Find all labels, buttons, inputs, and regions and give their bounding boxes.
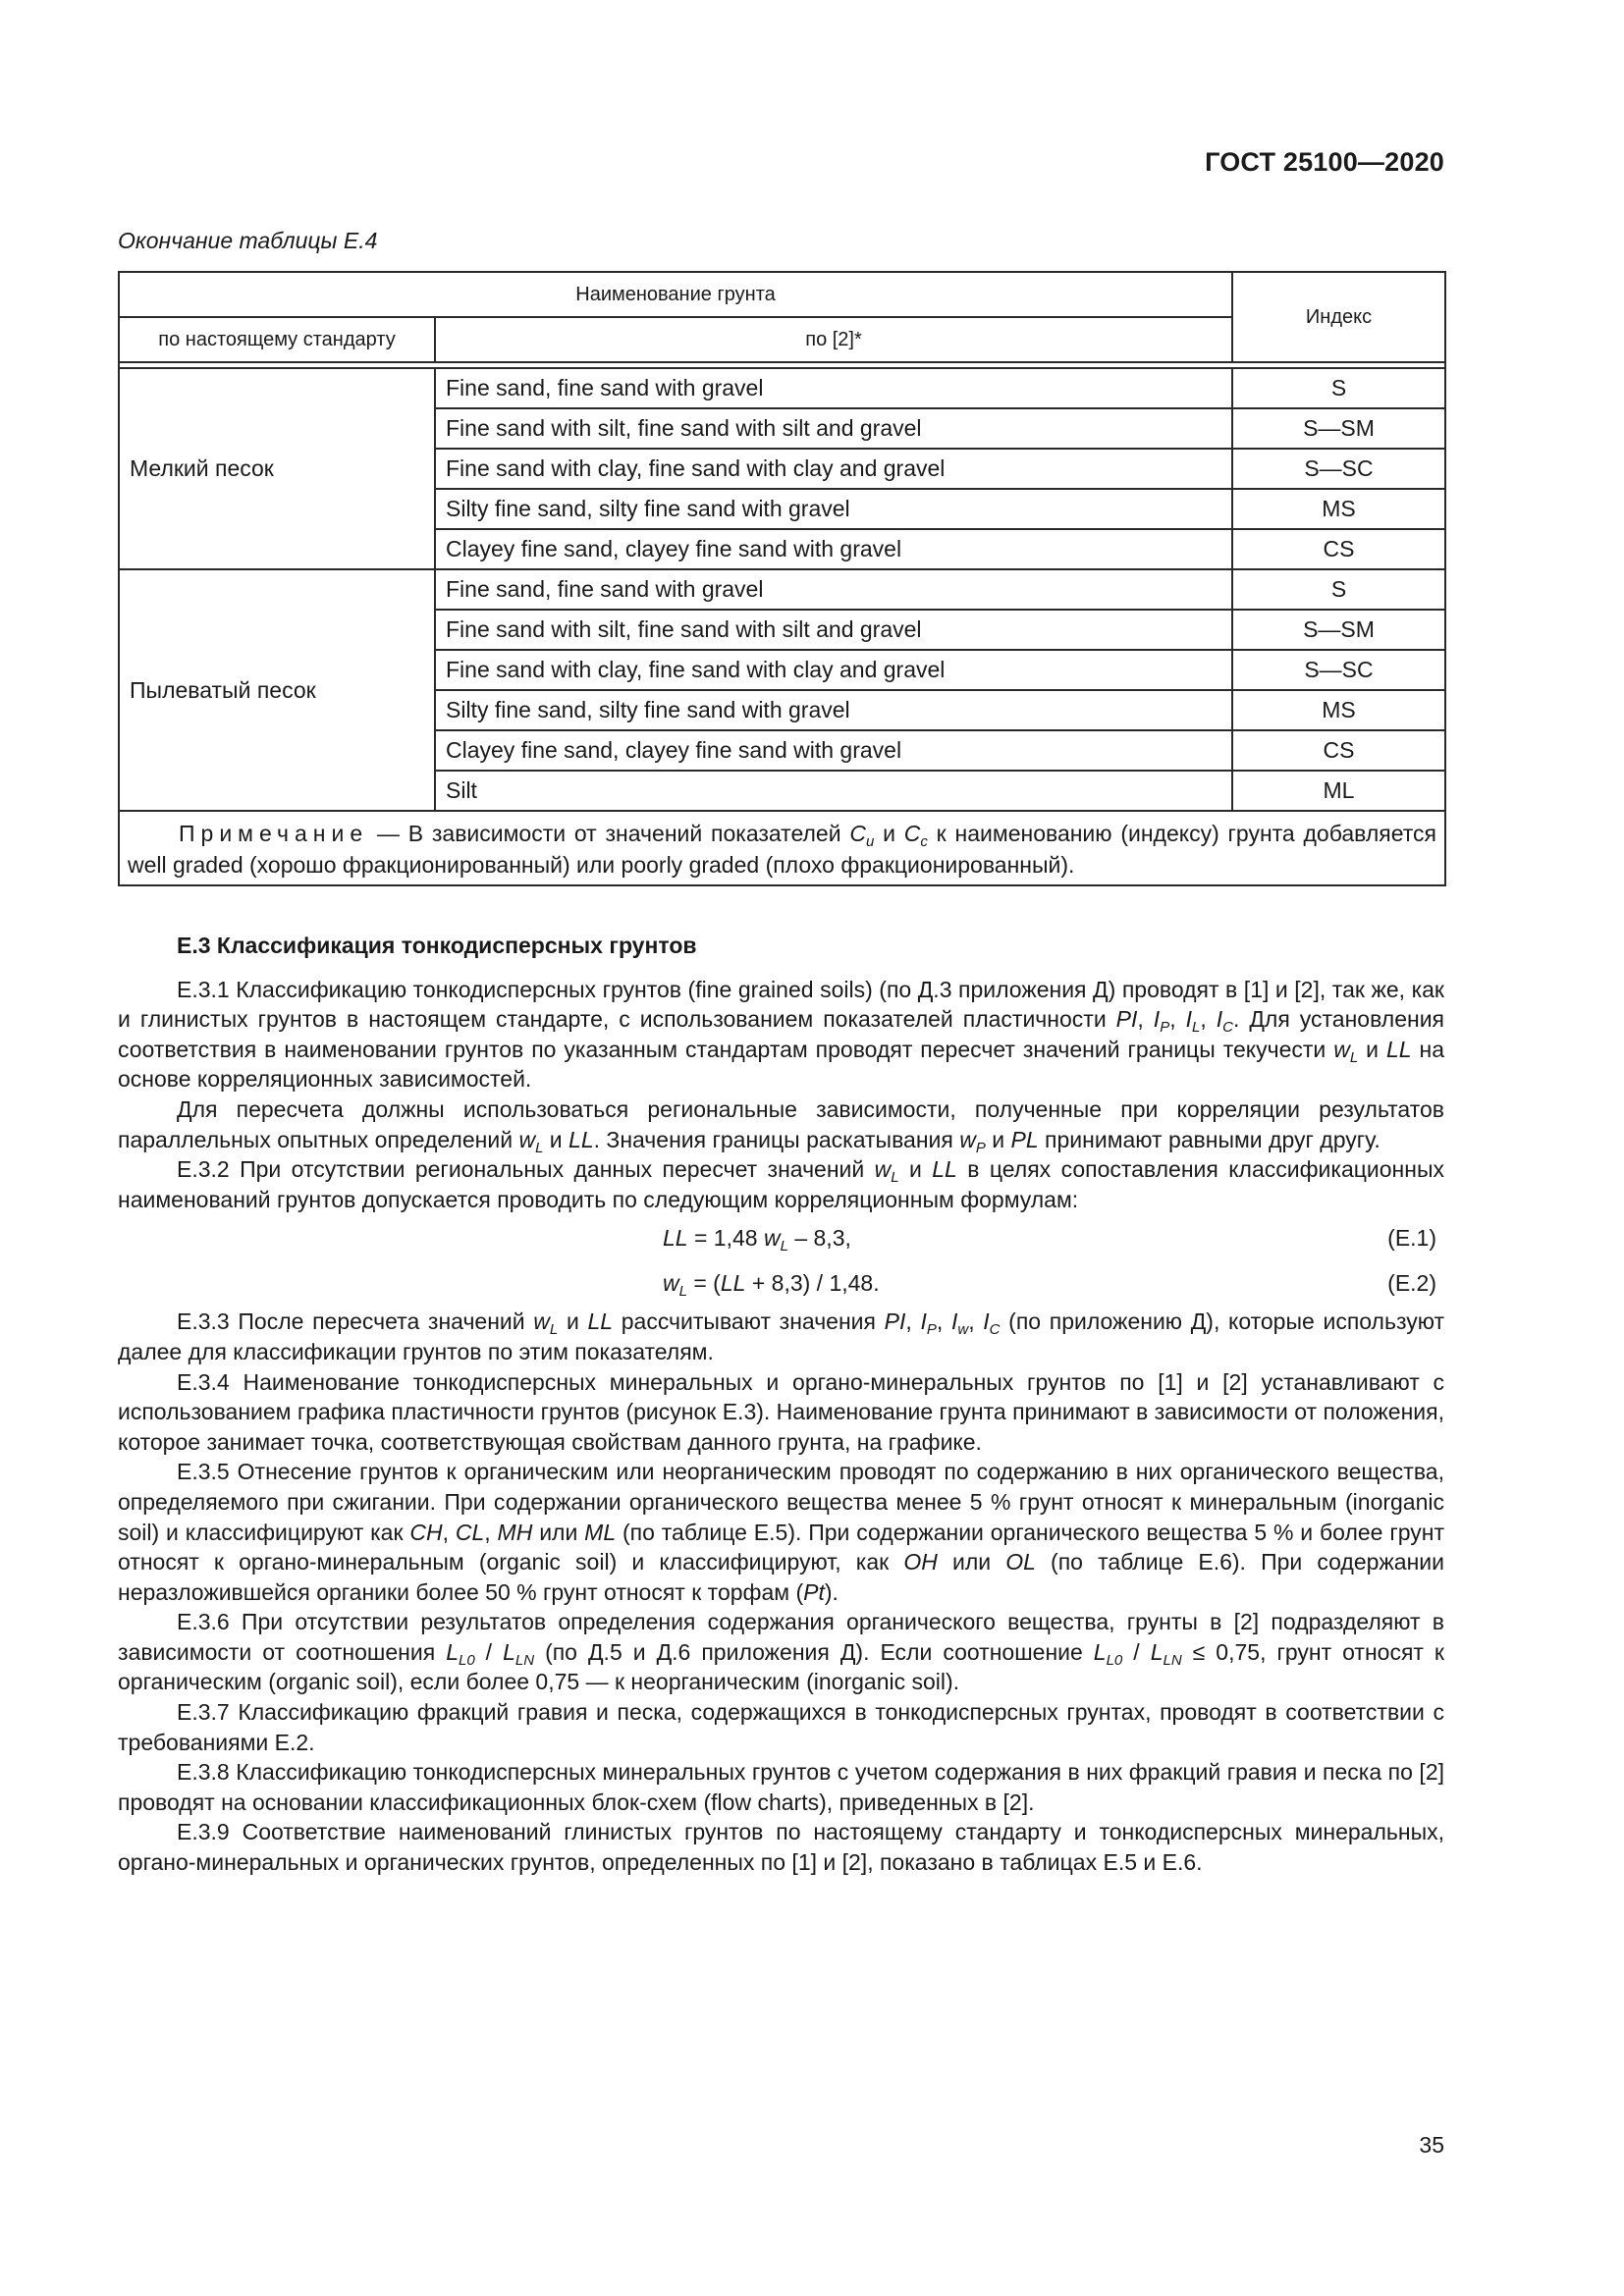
soil-index: S <box>1232 368 1445 408</box>
soil-ref-name: Clayey fine sand, clayey fine sand with gravel <box>435 529 1232 569</box>
soil-ref-name: Silt <box>435 771 1232 811</box>
table-row <box>119 368 1445 408</box>
note-symbol: C <box>849 821 866 846</box>
soil-classification-table <box>118 271 1446 886</box>
table-caption: Окончание таблицы Е.4 <box>118 228 378 253</box>
soil-index: S—SC <box>1232 449 1445 489</box>
table-row <box>119 569 1445 610</box>
soil-ref-name: Fine sand with silt, fine sand with silt and gravel <box>435 610 1232 650</box>
header-reference: по [2]* <box>435 317 1232 362</box>
soil-group-name: Мелкий песок <box>119 368 435 569</box>
table-note <box>119 811 1445 885</box>
document-code: ГОСТ 25100—2020 <box>1205 147 1444 177</box>
soil-ref-name: Fine sand, fine sand with gravel <box>435 368 1232 408</box>
note-symbol-sub: u <box>865 833 875 850</box>
soil-ref-name: Fine sand with clay, fine sand with clay and gravel <box>435 650 1232 690</box>
soil-index: MS <box>1232 690 1445 730</box>
soil-index: S <box>1232 569 1445 610</box>
note-label: Примечание <box>179 821 369 846</box>
table-body <box>119 362 1445 811</box>
soil-index: MS <box>1232 489 1445 529</box>
soil-index: CS <box>1232 730 1445 771</box>
note-text: и <box>874 821 904 846</box>
formula-number: (Е.1) <box>1387 1225 1436 1252</box>
formula-number: (Е.2) <box>1387 1270 1436 1297</box>
soil-index: S—SM <box>1232 610 1445 650</box>
soil-index: S—SC <box>1232 650 1445 690</box>
section-title: Е.3 Классификация тонкодисперсных грунтов <box>177 933 697 958</box>
soil-index: ML <box>1232 771 1445 811</box>
header-this-standard: по настоящему стандарту <box>119 317 435 362</box>
paragraph-e3-3: Е.3.3 После пересчета значений $w_L$ и LL рассчитывают значения PI, $I_P$, $I_w$, $I_C$ (по приложению Д), которые используют далее для классификации грунтов по этим показателям. <box>118 1308 1445 1364</box>
soil-index: CS <box>1232 529 1445 569</box>
paragraph-e3-2: Е.3.2 При отсутствии региональных данных пересчет значений $w_L$ и LL в целях сопоставления классификационных наименований грунтов допускается проводить по следующим корреляционным формулам: <box>118 1156 1444 1212</box>
note-symbol-sub: c <box>920 833 928 850</box>
note-text: — В зависимости от значений показателей <box>368 821 850 846</box>
note-text: к наименованию (индексу) грунта добавляется well graded (хорошо фракционированный) или poorly graded (плохо фракционированный). <box>128 821 1436 878</box>
section-content <box>118 931 1444 1878</box>
paragraph-recalc: Для пересчета должны использоваться региональные зависимости, полученные при корреляции результатов параллельных опытных определений $w_L$ и LL. Значения границы раскатывания $w_P$ и PL принимают равными друг другу. <box>118 1095 1444 1156</box>
soil-ref-name: Fine sand with clay, fine sand with clay and gravel <box>435 449 1232 489</box>
soil-group-name: Пылеватый песок <box>119 569 435 811</box>
soil-ref-name: Fine sand with silt, fine sand with silt and gravel <box>435 408 1232 449</box>
soil-ref-name: Silty fine sand, silty fine sand with gravel <box>435 489 1232 529</box>
formula-e1: LL = 1,48 $w_L - 8,3$, (Е.1) <box>118 1216 1444 1259</box>
paragraph-e3-1: Е.3.1 Классификацию тонкодисперсных грунтов (fine grained soils) (по Д.3 приложения Д) проводят в [1] и [2], так же, как и глинистых грунтов в настоящем стандарте, с использованием показателей пластичности PI, $I_P$, $I_L$, $I_C$. Для установления соответствия в наименовании грунтов по указанным стандартам проводят пересчет значений границы текучести $w_L$ и LL на основе корреляционных зависимостей. <box>118 976 1445 1093</box>
soil-index: S—SM <box>1232 408 1445 449</box>
header-soil-name: Наименование грунта <box>119 272 1232 317</box>
paragraph-e3-8: Е.3.8 Классификацию тонкодисперсных минеральных грунтов с учетом содержания в них фракций гравия и песка по [2] проводят на основании классификационных блок-схем (flow charts), приведенных в [2]. <box>118 1759 1444 1815</box>
page-number: 35 <box>1419 2132 1444 2158</box>
soil-ref-name: Clayey fine sand, clayey fine sand with gravel <box>435 730 1232 771</box>
header-index: Индекс <box>1232 272 1445 362</box>
formula-e2: $w_L = (LL + 8,3) / 1,48$. (Е.2) <box>118 1261 1444 1305</box>
soil-ref-name: Silty fine sand, silty fine sand with gravel <box>435 690 1232 730</box>
paragraph-e3-9: Е.3.9 Соответствие наименований глинистых грунтов по настоящему стандарту и тонкодисперсных минеральных, органо-минеральных и органических грунтов, определенных по [1] и [2], показано в таблицах Е.5 и Е.6. <box>118 1819 1444 1876</box>
paragraph-e3-5: Е.3.5 Отнесение грунтов к органическим или неорганическим проводят по содержанию в них органического вещества, определяемого при сжигании. При содержании органического вещества менее 5 % грунт относят к минеральным (inorganic soil) и классифицируют как CH, CL, MH или ML (по таблице Е.5). При содержании органического вещества 5 % и более грунт относят к органо-минеральным (organic soil) и классифицируют, как OH или OL (по таблице Е.6). При содержании неразложившейся органики более 50 % грунт относят к торфам (Pt). <box>118 1459 1444 1605</box>
paragraph-e3-6: Е.3.6 При отсутствии результатов определения содержания органического вещества, грунты в [2] подразделяют в зависимости от соотношения $L_{L0} / L_{LN}$ (по Д.5 и Д.6 приложения Д). Если соотношение $L_{L0} / L_{LN} \le 0,75$, грунт относят к органическим (organic soil), если более 0,75 — к неорганическим (inorganic soil). <box>118 1609 1444 1695</box>
soil-ref-name: Fine sand, fine sand with gravel <box>435 569 1232 610</box>
paragraph-e3-4: Е.3.4 Наименование тонкодисперсных минеральных и органо-минеральных грунтов по [1] и [2] устанавливают с использованием графика пластичности грунтов (рисунок Е.3). Наименование грунта принимают в зависимости от положения, которое занимает точка, соответствующая свойствам данного грунта, на графике. <box>118 1368 1444 1455</box>
note-symbol: C <box>903 821 921 846</box>
paragraph-e3-7: Е.3.7 Классификацию фракций гравия и песка, содержащихся в тонкодисперсных грунтах, проводят в соответствии с требованиями Е.2. <box>118 1699 1444 1755</box>
